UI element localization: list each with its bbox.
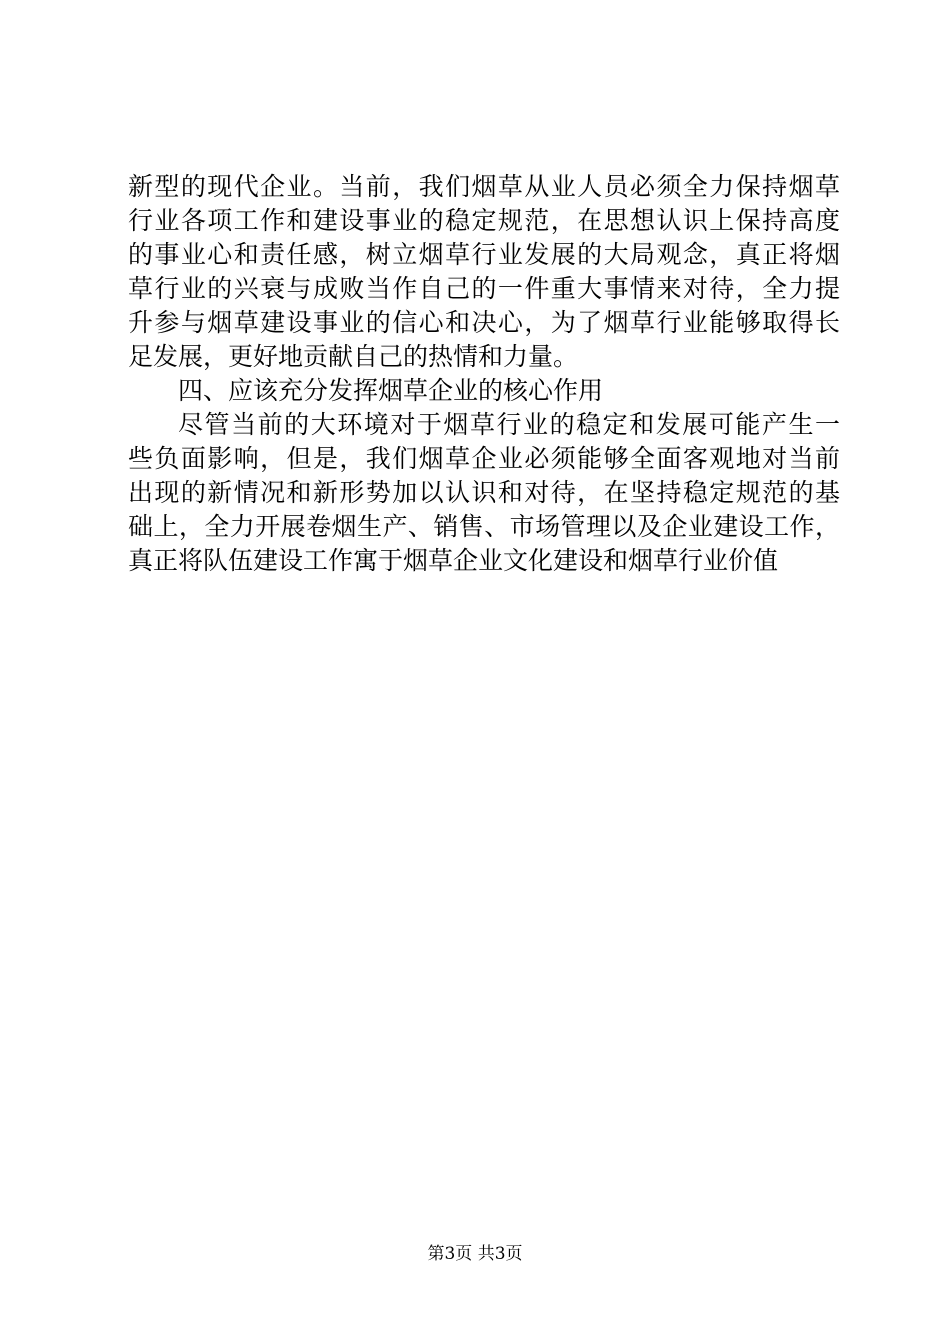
page-number-footer: 第3页 共3页 [427, 1244, 523, 1264]
paragraph-line: 真正将队伍建设工作寓于烟草企业文化建设和烟草行业价值 [128, 546, 779, 575]
paragraph-line: 的事业心和责任感，树立烟草行业发展的大局观念，真正将烟 [128, 240, 840, 269]
paragraph-line: 升参与烟草建设事业的信心和决心，为了烟草行业能够取得长 [128, 308, 840, 337]
paragraph-continuation [128, 170, 840, 374]
paragraph-line: 些负面影响，但是，我们烟草企业必须能够全面客观地对当前 [128, 444, 840, 473]
paragraph-section-4 [128, 408, 840, 578]
section-heading: 四、应该充分发挥烟草企业的核心作用 [178, 376, 604, 405]
document-body [128, 170, 840, 578]
paragraph-line: 尽管当前的大环境对于烟草行业的稳定和发展可能产生一 [178, 410, 840, 439]
paragraph-line: 足发展，更好地贡献自己的热情和力量。 [128, 342, 579, 371]
paragraph-line: 行业各项工作和建设事业的稳定规范，在思想认识上保持高度 [128, 206, 840, 235]
paragraph-line: 草行业的兴衰与成败当作自己的一件重大事情来对待，全力提 [128, 274, 840, 303]
paragraph-line: 出现的新情况和新形势加以认识和对待，在坚持稳定规范的基 [128, 478, 840, 507]
paragraph-line: 础上，全力开展卷烟生产、销售、市场管理以及企业建设工作， [128, 512, 840, 541]
paragraph-line: 新型的现代企业。当前，我们烟草从业人员必须全力保持烟草 [128, 172, 840, 201]
